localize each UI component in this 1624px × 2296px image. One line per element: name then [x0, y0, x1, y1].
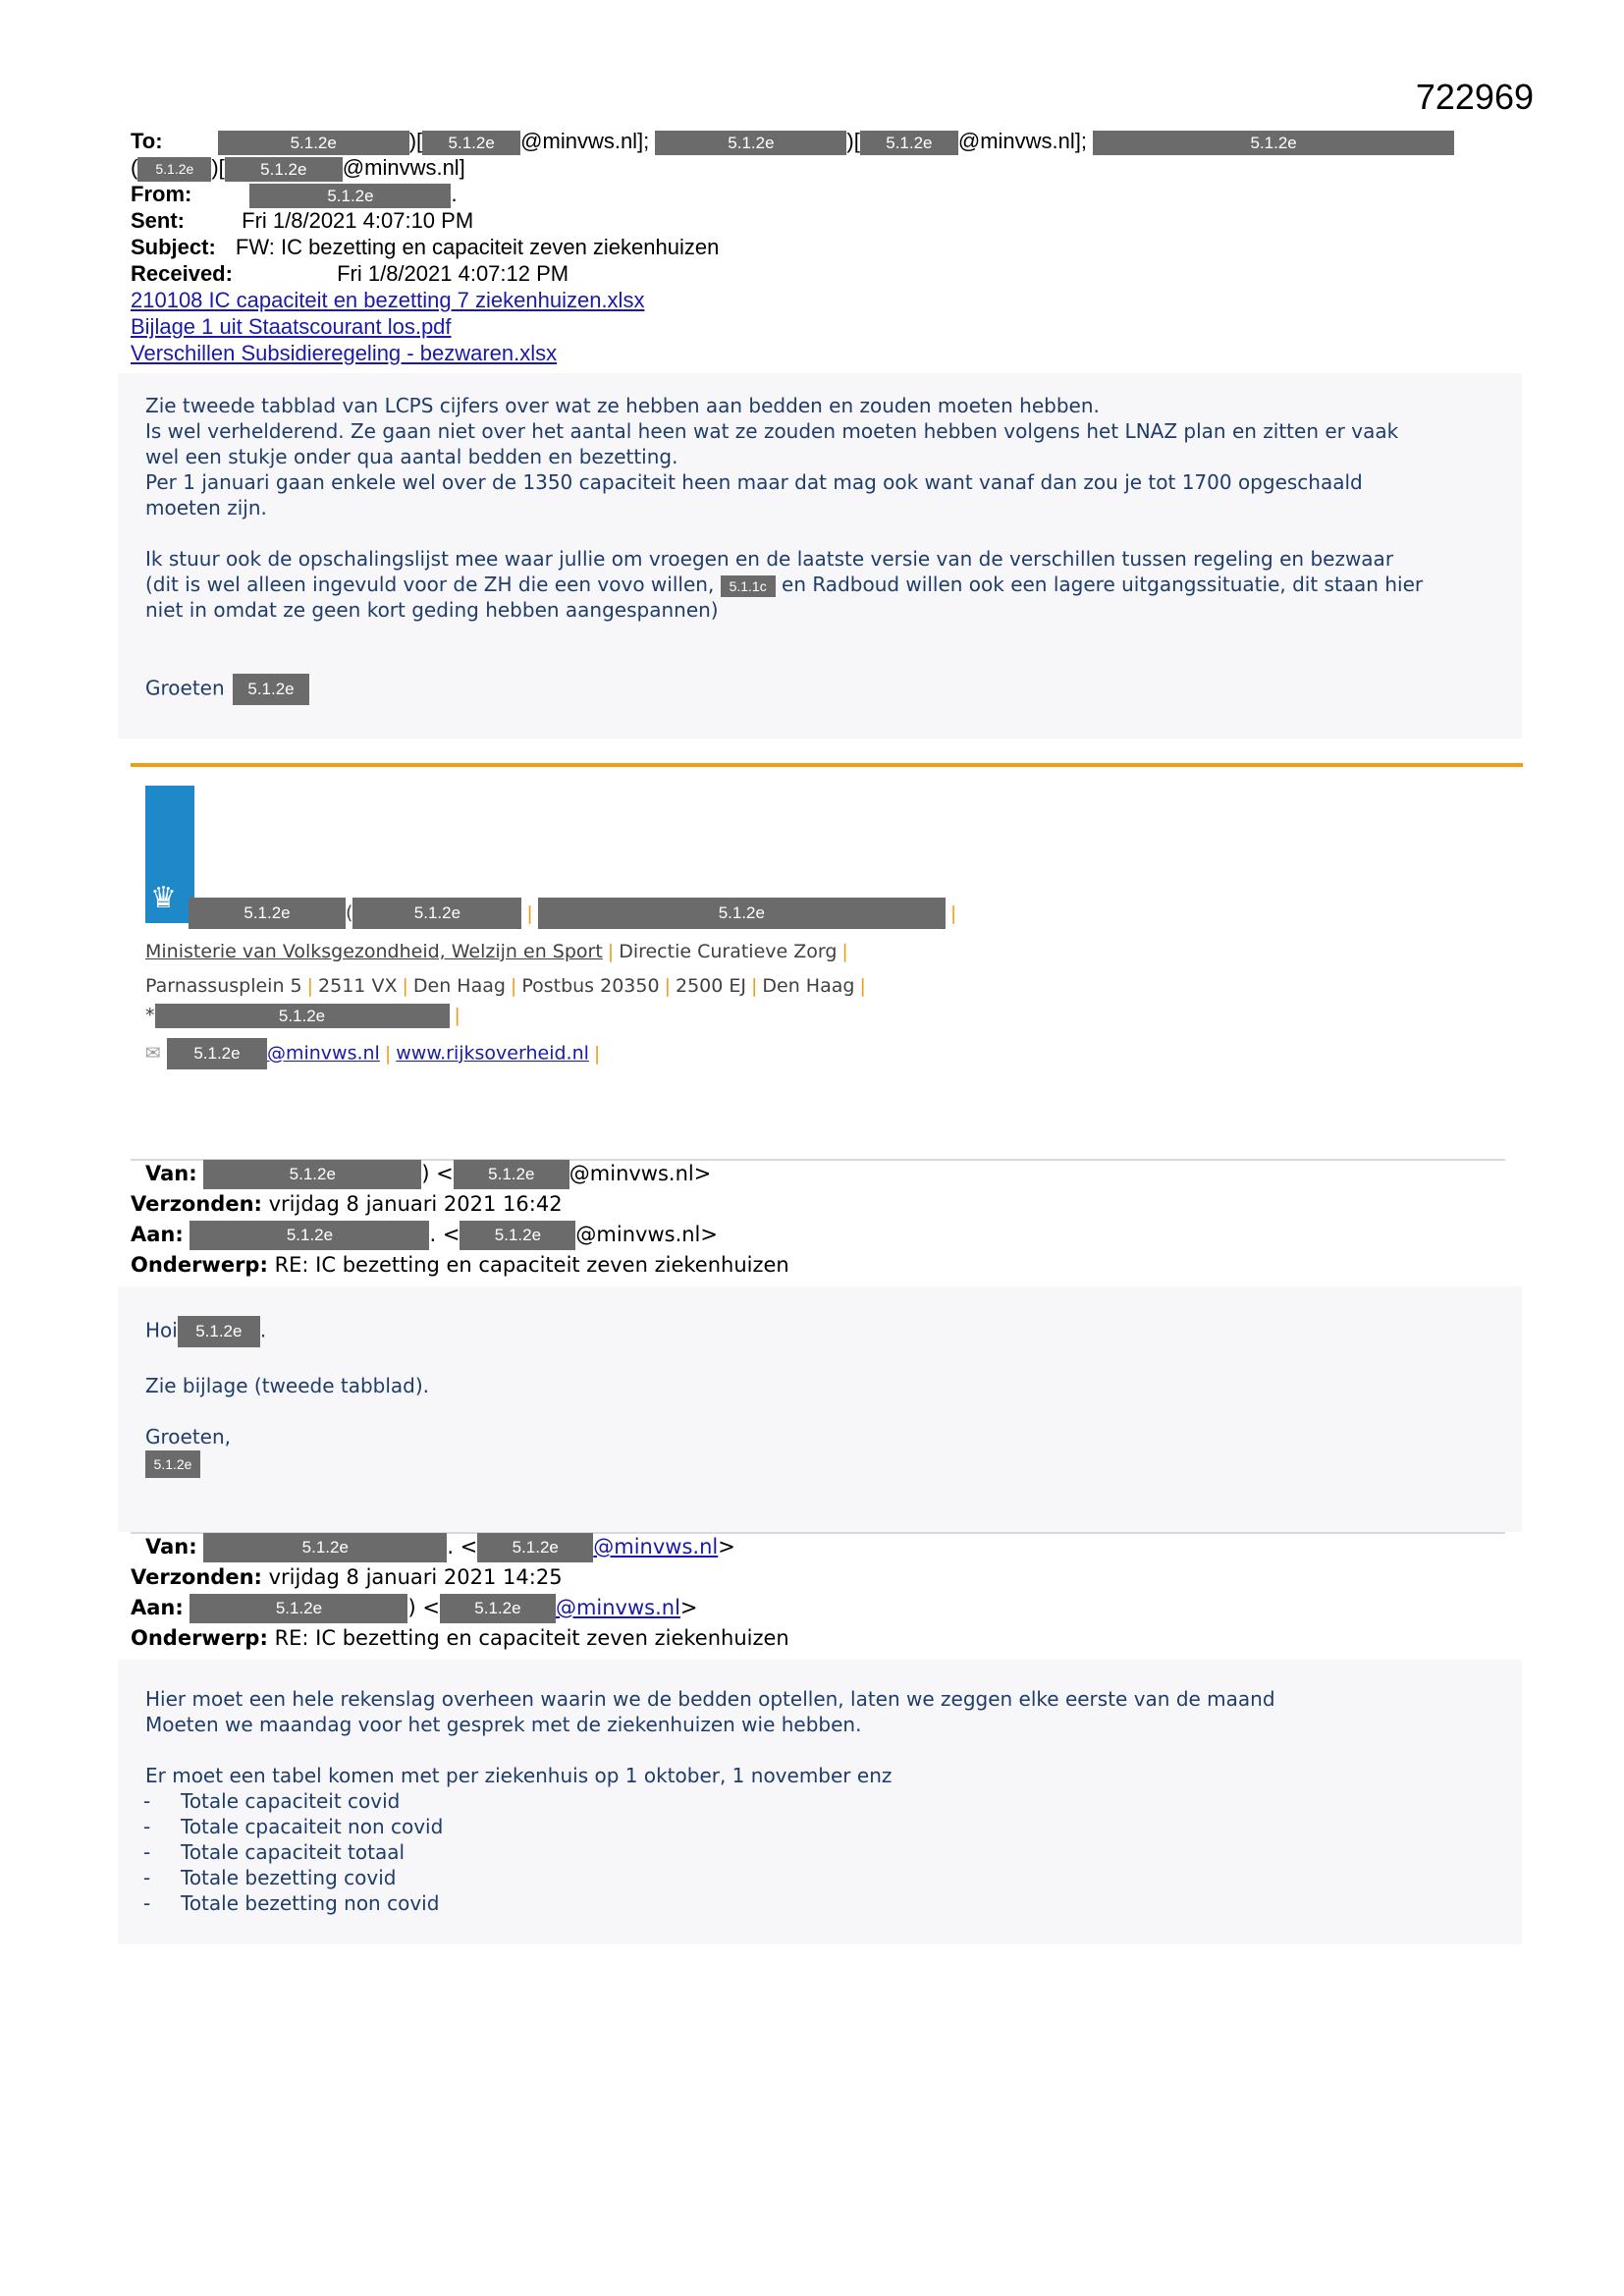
signature-email-row: ✉ 5.1.2e @minvws.nl | www.rijksoverheid.nl |: [145, 1038, 605, 1069]
body-line-with-redaction: [145, 572, 1510, 597]
to-row: To: 5.1.2e )[ 5.1.2e @minvws.nl]; 5.1.2e )[ 5.1.2e @minvws.nl]; 5.1.2e: [131, 128, 1505, 154]
message-body: [145, 1686, 1510, 1916]
subject-row: [131, 234, 1505, 260]
redaction: 5.1.2e: [203, 1533, 447, 1562]
aan-email-link[interactable]: @minvws.nl: [555, 1596, 680, 1619]
body-line: Zie bijlage (tweede tabblad).: [145, 1374, 430, 1397]
message-body: [145, 393, 1510, 705]
body-text: (dit is wel alleen ingevuld voor de ZH die een vovo willen,: [145, 573, 715, 596]
signature-ministry-row: Ministerie van Volksgezondheid, Welzijn en Sport | Directie Curatieve Zorg |: [145, 941, 848, 962]
redaction: 5.1.2e: [1093, 131, 1454, 155]
message-header: Van: 5.1.2e ) < 5.1.2e @minvws.nl> Verzonden: vrijdag 8 januari 2021 16:42 Aan: 5.1.2e . < 5.1.2e @minvws.nl> Onderwerp: RE: IC bezetting en capaciteit zeven ziekenhuizen: [131, 1162, 789, 1277]
van-domain: @minvws.nl>: [568, 1162, 712, 1185]
to-domain: @minvws.nl]: [342, 155, 465, 180]
van-label: Van:: [145, 1535, 197, 1558]
website-link[interactable]: www.rijksoverheid.nl: [396, 1042, 589, 1065]
received-row: [131, 260, 1505, 287]
redaction: 5.1.2e: [538, 898, 946, 929]
attachment-link[interactable]: 210108 IC capaciteit en bezetting 7 ziekenhuizen.xlsx: [131, 288, 645, 312]
attachment-list: [131, 287, 1505, 366]
crest-icon: ♛: [150, 882, 177, 914]
verzonden-label: Verzonden:: [131, 1565, 262, 1589]
body-line: Ik stuur ook de opschalingslijst mee waar jullie om vroegen en de laatste versie van de verschillen tussen regeling en bezwaar: [145, 547, 1394, 571]
redaction: 5.1.2e: [422, 131, 520, 155]
email-header: [131, 128, 1505, 366]
body-line: Er moet een tabel komen met per ziekenhuis op 1 oktober, 1 november enz: [145, 1764, 893, 1787]
redaction: 5.1.2e: [352, 898, 521, 929]
list-item: - Totale capaciteit covid: [102, 1788, 1510, 1814]
greeting-line: Hoi 5.1.2e .: [145, 1316, 1422, 1347]
from-row: From: 5.1.2e .: [131, 182, 458, 206]
redaction: 5.1.2e: [137, 157, 211, 182]
redaction: 5.1.2e: [460, 1221, 575, 1250]
list-item: - Totale bezetting covid: [102, 1865, 1510, 1890]
address-part: Den Haag: [762, 975, 855, 997]
bullet-list: [102, 1788, 1510, 1916]
body-line: wel een stukje onder qua aantal bedden en bezetting.: [145, 445, 678, 468]
redaction: 5.1.2e: [178, 1316, 260, 1347]
greeting: Hoi: [145, 1318, 178, 1342]
attachment-link[interactable]: Bijlage 1 uit Staatscourant los.pdf: [131, 314, 452, 339]
body-text: en Radboud willen ook een lagere uitgangssituatie, dit staan hier: [782, 573, 1424, 596]
address-part: 2500 EJ: [675, 975, 746, 997]
sent-value: Fri 1/8/2021 4:07:10 PM: [242, 208, 474, 233]
onderwerp-label: Onderwerp:: [131, 1253, 268, 1277]
van-label: Van:: [145, 1162, 197, 1185]
signature-name-row: 5.1.2e ( 5.1.2e | 5.1.2e |: [145, 898, 961, 929]
list-item: - Totale capaciteit totaal: [102, 1839, 1510, 1865]
redaction: 5.1.2e: [225, 157, 343, 182]
body-line: Moeten we maandag voor het gesprek met de ziekenhuizen wie hebben.: [145, 1713, 862, 1736]
envelope-icon: ✉: [145, 1042, 161, 1065]
redaction: 5.1.2e: [477, 1533, 593, 1562]
sent-row: [131, 207, 1505, 234]
attachment-link[interactable]: Verschillen Subsidieregeling - bezwaren.xlsx: [131, 341, 558, 365]
redaction: 5.1.2e: [860, 131, 958, 155]
redaction: 5.1.2e: [655, 131, 846, 155]
onderwerp-label: Onderwerp:: [131, 1626, 268, 1650]
redaction: 5.1.2e: [454, 1160, 569, 1189]
redaction: 5.1.2e: [167, 1038, 267, 1069]
to-domain: @minvws.nl];: [520, 129, 650, 153]
body-line: Hier moet een hele rekenslag overheen waarin we de bedden optellen, laten we zeggen elke eerste van de maand: [145, 1687, 1275, 1711]
closing: Groeten: [145, 676, 225, 700]
aan-domain: @minvws.nl>: [575, 1223, 718, 1246]
redaction: 5.1.2e: [189, 1221, 429, 1250]
signature-phone-row: * 5.1.2e |: [145, 1005, 460, 1026]
document-number: 722969: [1415, 77, 1534, 117]
redaction: 5.1.2e: [203, 1160, 421, 1189]
to-row-2: ( 5.1.2e )[ 5.1.2e @minvws.nl]: [131, 155, 465, 180]
sent-label: Sent:: [131, 208, 185, 233]
redaction: 5.1.2e: [145, 1450, 200, 1478]
closing-line: [145, 674, 1510, 705]
email-link[interactable]: @minvws.nl: [266, 1042, 380, 1065]
redaction: 5.1.2e: [233, 674, 309, 705]
redaction: 5.1.2e: [189, 1594, 407, 1623]
verzonden-label: Verzonden:: [131, 1192, 262, 1216]
received-value: Fri 1/8/2021 4:07:12 PM: [337, 261, 569, 286]
ministry-name: Ministerie van Volksgezondheid, Welzijn en Sport: [145, 941, 603, 962]
body-line: Zie tweede tabblad van LCPS cijfers over wat ze hebben aan bedden en zouden moeten hebben.: [145, 394, 1100, 417]
aan-label: Aan:: [131, 1223, 184, 1246]
onderwerp-value: RE: IC bezetting en capaciteit zeven ziekenhuizen: [274, 1253, 789, 1277]
closing-line: [145, 1449, 1422, 1478]
redaction: 5.1.2e: [155, 1004, 450, 1028]
received-label: Received:: [131, 261, 233, 286]
aan-label: Aan:: [131, 1596, 184, 1619]
message-header: Van: 5.1.2e . < 5.1.2e @minvws.nl> Verzonden: vrijdag 8 januari 2021 14:25 Aan: 5.1.2e ) < 5.1.2e @minvws.nl> Onderwerp: RE: IC bezetting en capaciteit zeven ziekenhuizen: [131, 1535, 789, 1650]
list-item: - Totale cpacaiteit non covid: [102, 1814, 1510, 1839]
redaction: 5.1.2e: [249, 184, 451, 208]
address-part: Parnassusplein 5: [145, 975, 302, 997]
from-label: From:: [131, 182, 192, 206]
body-line: moeten zijn.: [145, 496, 267, 519]
onderwerp-value: RE: IC bezetting en capaciteit zeven ziekenhuizen: [274, 1626, 789, 1650]
signature-address-row: Parnassusplein 5 | 2511 VX | Den Haag | Postbus 20350 | 2500 EJ | Den Haag |: [145, 975, 866, 997]
divider: [131, 763, 1523, 767]
address-part: Den Haag: [412, 975, 506, 997]
body-line: Is wel verhelderend. Ze gaan niet over het aantal heen wat ze zouden moeten hebben volgens het LNAZ plan en zitten er vaak: [145, 419, 1399, 443]
redaction: 5.1.2e: [189, 898, 346, 929]
body-line: Per 1 januari gaan enkele wel over de 1350 capaciteit heen maar dat mag ook want vanaf dan zou je tot 1700 opgeschaald: [145, 470, 1363, 494]
closing: Groeten,: [145, 1425, 232, 1449]
message-body: [145, 1316, 1422, 1478]
department-name: Directie Curatieve Zorg: [619, 941, 838, 962]
to-label: To:: [131, 129, 163, 153]
van-email-link[interactable]: @minvws.nl: [593, 1535, 719, 1558]
verzonden-value: vrijdag 8 januari 2021 16:42: [268, 1192, 563, 1216]
redaction: 5.1.2e: [218, 131, 409, 155]
address-part: Postbus 20350: [521, 975, 660, 997]
address-part: 2511 VX: [318, 975, 398, 997]
redaction: 5.1.1c: [721, 575, 776, 597]
subject-label: Subject:: [131, 235, 216, 259]
body-line: niet in omdat ze geen kort geding hebben aangespannen): [145, 598, 719, 622]
verzonden-value: vrijdag 8 januari 2021 14:25: [268, 1565, 563, 1589]
phone-icon: *: [145, 1005, 155, 1026]
subject-value: FW: IC bezetting en capaciteit zeven ziekenhuizen: [235, 235, 720, 259]
list-item: - Totale bezetting non covid: [102, 1890, 1510, 1916]
redaction: 5.1.2e: [440, 1594, 556, 1623]
to-domain: @minvws.nl];: [957, 129, 1088, 153]
